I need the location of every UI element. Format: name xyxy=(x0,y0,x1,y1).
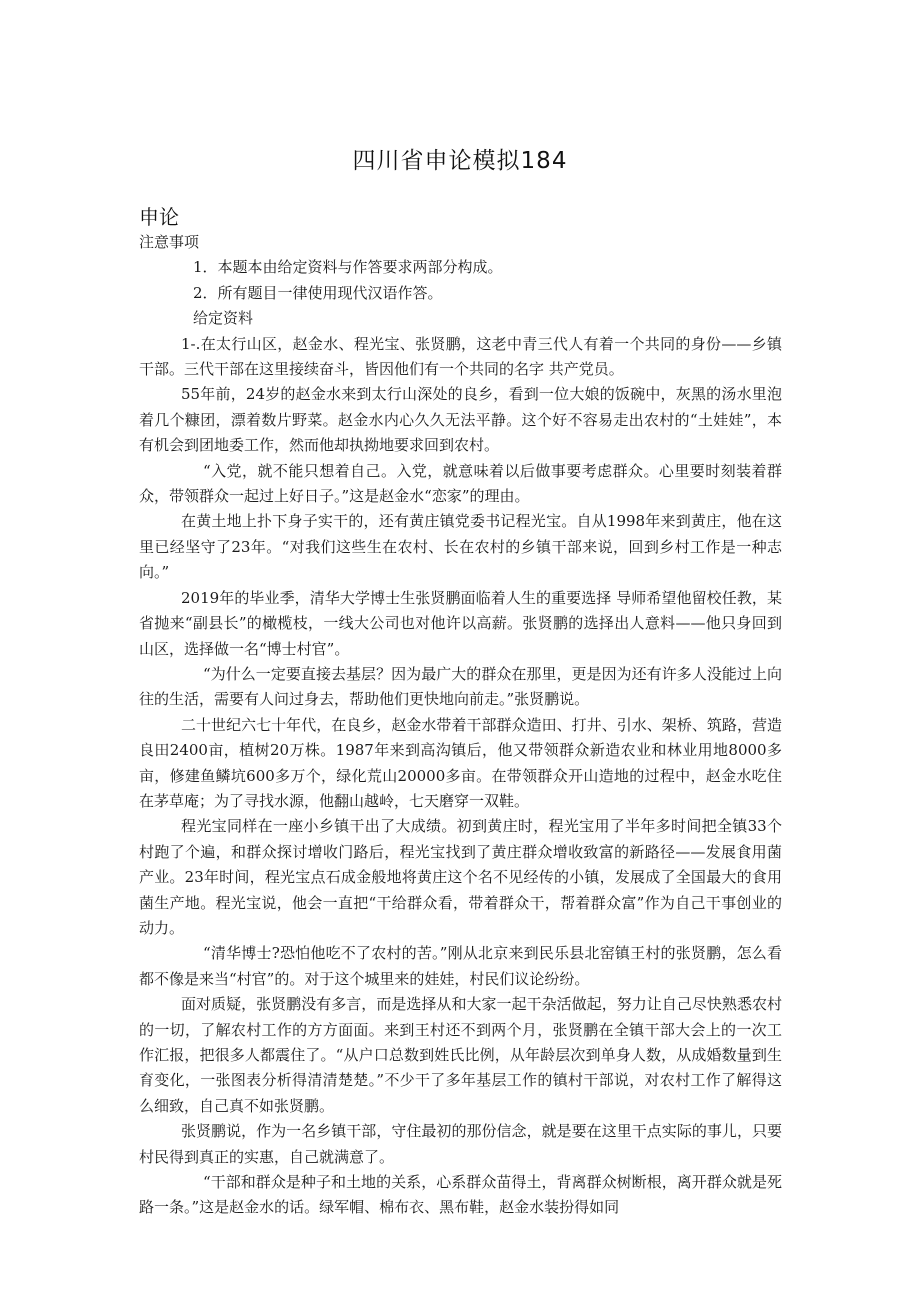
material-paragraph: 2019年的毕业季，清华大学博士生张贤鹏面临着人生的重要选择 导师希望他留校任教，某省抛来“副县长”的橄榄枝，一线大公司也对他许以高薪。张贤鹏的选择出人意料——他只身回到山区，选择做一名“博士村官”。 xyxy=(139,588,782,658)
material-paragraph: “入党，就不能只想着自己。入党，就意味着以后做事要考虑群众。心里要时刻装着群众，带领群众一起过上好日子。”这是赵金水“恋家”的理由。 xyxy=(139,461,782,506)
instruction-item: 1．本题本由给定资料与作答要求两部分构成。 xyxy=(193,258,503,277)
document-body xyxy=(139,230,782,1221)
materials-label: 给定资料 xyxy=(193,309,254,328)
material-paragraph: 面对质疑，张贤鹏没有多言，而是选择从和大家一起干杂活做起，努力让自己尽快熟悉农村的一切，了解农村工作的方方面面。来到王村还不到两个月，张贤鹏在全镇干部大会上的一次工作汇报，把很多人都震住了。“从户口总数到姓氏比例，从年龄层次到单身人数，从成婚数量到生育变化，一张图表分析得清清楚楚。”不少干了多年基层工作的镇村干部说，对农村工作了解得这么细致，自己真不如张贤鹏。 xyxy=(139,995,782,1115)
material-paragraph: 55年前，24岁的赵金水来到太行山深处的良乡，看到一位大娘的饭碗中，灰黑的汤水里泡着几个糠团，漂着数片野菜。赵金水内心久久无法平静。这个好不容易走出农村的“土娃娃”，本有机会到团地委工作，然而他却执拗地要求回到农村。 xyxy=(139,385,782,455)
instruction-item: 2．所有题目一律使用现代汉语作答。 xyxy=(193,283,443,302)
material-paragraph: 张贤鹏说，作为一名乡镇干部，守住最初的那份信念，就是要在这里干点实际的事儿，只要村民得到真正的实惠，自己就满意了。 xyxy=(139,1122,782,1166)
material-paragraph: “干部和群众是种子和土地的关系，心系群众苗得土，背离群众树断根，离开群众就是死路一条。”这是赵金水的话。绿军帽、棉布衣、黑布鞋，赵金水装扮得如同 xyxy=(139,1173,782,1217)
material-paragraph: 二十世纪六七十年代，在良乡，赵金水带着干部群众造田、打井、引水、架桥、筑路，营造良田2400亩，植树20万株。1987年来到高沟镇后，他又带领群众新造农业和林业用地8000多亩，修建鱼鳞坑600多万个，绿化荒山20000多亩。在带领群众开山造地的过程中，赵金水吃住在茅草庵；为了寻找水源，他翻山越岭，七天磨穿一双鞋。 xyxy=(139,715,782,810)
notice-label: 注意事项 xyxy=(139,233,200,251)
material-paragraph: 1-.在太行山区，赵金水、程光宝、张贤鹏，这老中青三代人有着一个共同的身份——乡镇干部。三代干部在这里接续奋斗，皆因他们有一个共同的名字 共产党员。 xyxy=(139,334,782,379)
material-paragraph: “为什么一定要直接去基层？因为最广大的群众在那里，更是因为还有许多人没能过上向往的生活，需要有人问过身去，帮助他们更快地向前走。”张贤鹏说。 xyxy=(139,664,782,709)
material-paragraph: 在黄土地上扑下身子实干的，还有黄庄镇党委书记程光宝。自从1998年来到黄庄，他在这里已经坚守了23年。“对我们这些生在农村、长在农村的乡镇干部来说，回到乡村工作是一种志向。” xyxy=(139,512,782,582)
document-title: 四川省申论模拟184 xyxy=(352,148,568,174)
material-paragraph: 程光宝同样在一座小乡镇干出了大成绩。初到黄庄时，程光宝用了半年多时间把全镇33个村跑了个遍，和群众探讨增收门路后，程光宝找到了黄庄群众增收致富的新路径——发展食用菌产业。23年时间，程光宝点石成金般地将黄庄这个名不见经传的小镇，发展成了全国最大的食用菌生产地。程光宝说，他会一直把“干给群众看，带着群众干，帮着群众富”作为自己干事创业的动力。 xyxy=(139,817,782,937)
material-paragraph: “清华博士?恐怕他吃不了农村的苦。”刚从北京来到民乐县北窑镇王村的张贤鹏，怎么看都不像是来当“村官”的。对于这个城里来的娃娃，村民们议论纷纷。 xyxy=(139,944,782,988)
section-heading: 申论 xyxy=(139,205,179,229)
